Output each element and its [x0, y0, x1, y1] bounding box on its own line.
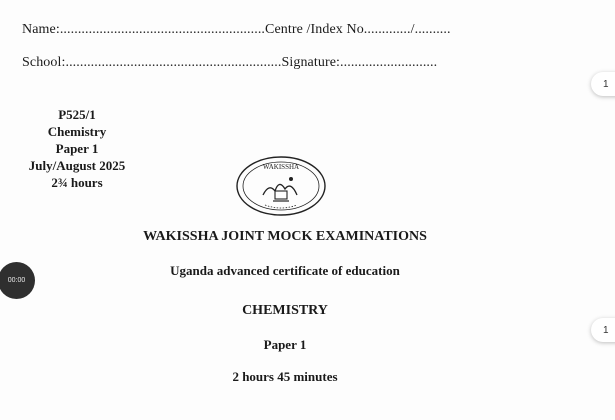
page-badge[interactable]: 1 — [591, 318, 615, 342]
exam-paper: Paper 1 — [263, 337, 307, 352]
exam-header: WAKISSHA JOINT MOCK EXAMINATIONS — [143, 229, 427, 244]
exam-subject: CHEMISTRY — [242, 303, 328, 318]
school-signature-line: School:............................................................Signature:........................... — [22, 55, 438, 70]
paper-number: Paper 1 — [55, 141, 99, 156]
paper-code: P525/1 — [58, 107, 96, 122]
timer-button[interactable]: 00:00 — [0, 262, 35, 299]
exam-subheader: Uganda advanced certificate of education — [170, 263, 400, 278]
paper-time: 2¾ hours — [51, 175, 103, 190]
paper-session: July/August 2025 — [28, 158, 126, 173]
page-badge[interactable]: 1 — [591, 72, 615, 96]
wakissha-logo — [235, 155, 327, 217]
paper-meta-block — [12, 106, 142, 191]
exam-duration: 2 hours 45 minutes — [232, 369, 338, 384]
name-centre-index-line: Name:.........................................................Centre /Index No............./.......... — [22, 22, 451, 37]
paper-subject: Chemistry — [47, 124, 107, 139]
logo-text: WAKISSHA — [262, 163, 300, 171]
